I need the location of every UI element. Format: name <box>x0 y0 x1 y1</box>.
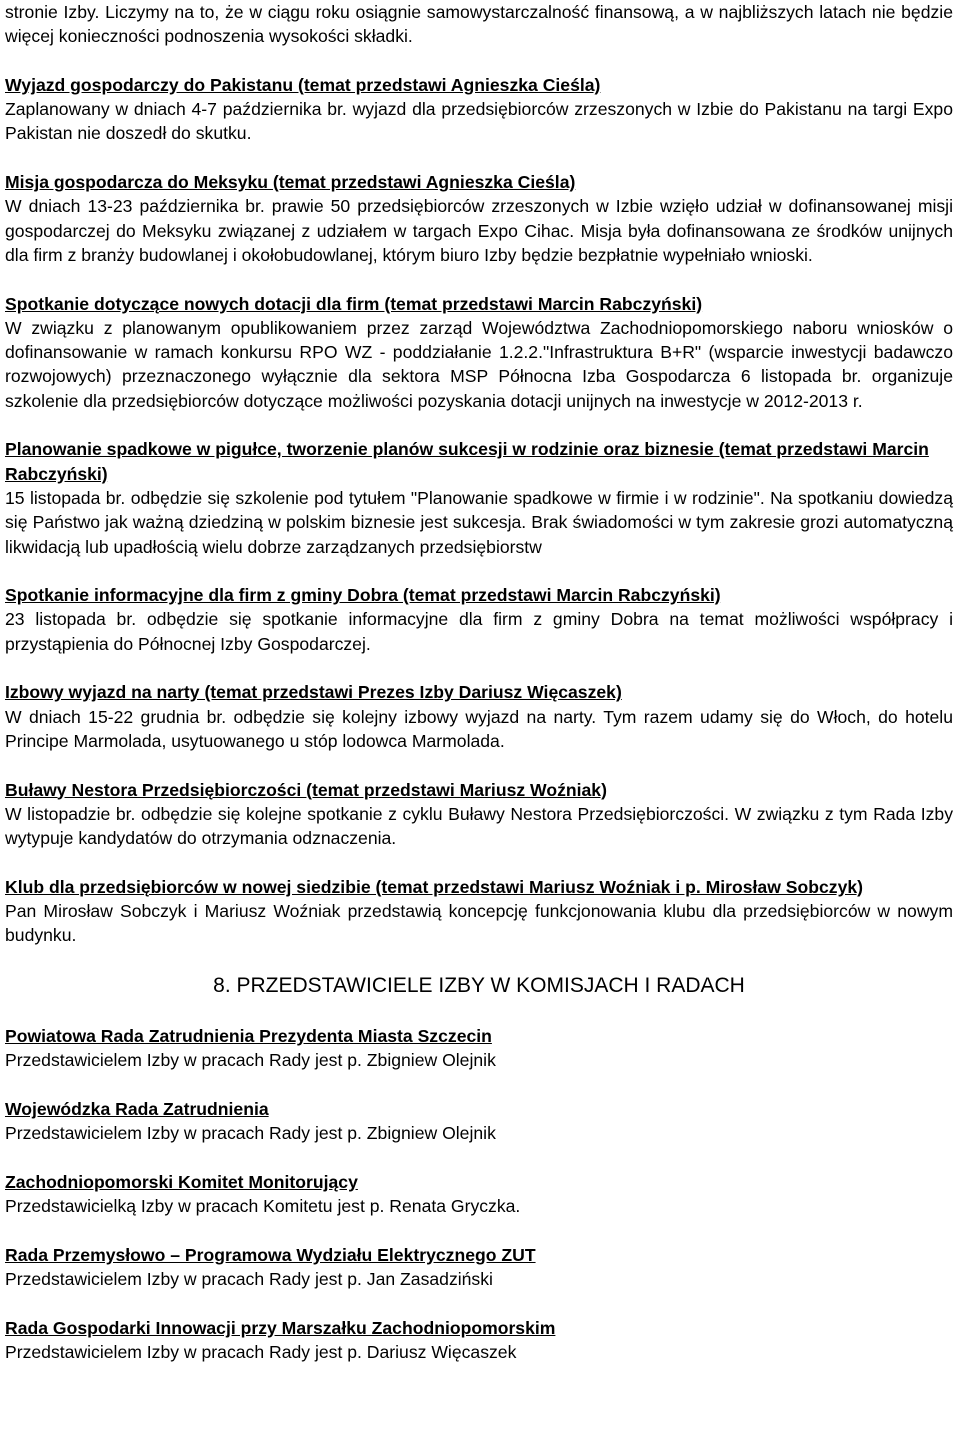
entry-nestor-award <box>5 778 953 851</box>
committee-title: Wojewódzka Rada Zatrudnienia <box>5 1099 269 1120</box>
entry-title: Klub dla przedsiębiorców w nowej siedzibie (temat przedstawi Mariusz Woźniak i p. Mirosław Sobczyk) <box>5 876 864 897</box>
committee-title: Zachodniopomorski Komitet Monitorujący <box>5 1171 358 1192</box>
entry-body: 23 listopada br. odbędzie się spotkanie informacyjne dla firm z gminy Dobra na temat możliwości współpracy i przystąpienia do Północnej Izby Gospodarczej. <box>5 609 953 654</box>
entry-title: Misja gospodarcza do Meksyku (temat przedstawi Agnieszka Cieśla) <box>5 172 576 193</box>
intro-paragraph: stronie Izby. Liczymy na to, że w ciągu roku osiągnie samowystarczalność finansową, a w najbliższych latach nie będzie więcej konieczności podnoszenia wysokości składki. <box>5 2 953 47</box>
entry-succession-planning <box>5 437 953 558</box>
entry-title: Planowanie spadkowe w pigułce, tworzenie planów sukcesji w rodzinie oraz biznesie (temat przedstawi Marcin Rabczyński) <box>5 439 929 484</box>
committee-title: Powiatowa Rada Zatrudnienia Prezydenta Miasta Szczecin <box>5 1026 492 1047</box>
entry-body: Pan Mirosław Sobczyk i Mariusz Woźniak przedstawią koncepcję funkcjonowania klubu dla przedsiębiorców w nowym budynku. <box>5 900 953 946</box>
entry-body: W listopadzie br. odbędzie się kolejne spotkanie z cyklu Buławy Nestora Przedsiębiorczości. W związku z tym Rada Izby wytypuje kandydatów do otrzymania odznaczenia. <box>5 803 953 849</box>
entry-body: W dniach 15-22 grudnia br. odbędzie się kolejny izbowy wyjazd na narty. Tym razem udamy się do Włoch, do hotelu Principe Marmolada, usytuowanego u stóp lodowca Marmolada. <box>5 706 953 751</box>
entry-title: Wyjazd gospodarczy do Pakistanu (temat przedstawi Agnieszka Cieśla) <box>5 74 601 95</box>
entry-grants-meeting <box>5 292 953 413</box>
entry-pakistan <box>5 73 953 146</box>
committee-representative: Przedstawicielem Izby w pracach Rady jest p. Jan Zasadziński <box>5 1269 493 1290</box>
entry-body: Zaplanowany w dniach 4-7 października br. wyjazd dla przedsiębiorców zrzeszonych w Izbie do Pakistanu na targi Expo Pakistan nie doszedł do skutku. <box>5 99 953 144</box>
entry-body: 15 listopada br. odbędzie się szkolenie pod tytułem "Planowanie spadkowe w firmie i w rodzinie". Na spotkaniu dowiedzą się Państwo jak ważną dziedziną w polskim biznesie jest sukcesja. Brak świadomości w tym zakresie grozi automatyczną likwidacją lub upadłością wielu dobrze zarządzanych przedsiębiorstw <box>5 487 953 557</box>
committee-representative: Przedstawicielką Izby w pracach Komitetu jest p. Renata Gryczka. <box>5 1196 521 1217</box>
entry-mexico <box>5 170 953 267</box>
committee-representative: Przedstawicielem Izby w pracach Rady jest p. Zbigniew Olejnik <box>5 1050 496 1071</box>
committee-item <box>5 1024 953 1073</box>
entry-body: W związku z planowanym opublikowaniem przez zarząd Województwa Zachodniopomorskiego naboru wniosków o dofinansowanie w ramach konkursu RPO WZ - poddziałanie 1.2.2."Infrastruktura B+R" (wsparcie inwestycji badawczo rozwojowych) przeznaczonego wyłącznie dla sektora MSP Północna Izba Gospodarcza 6 listopada br. organizuje szkolenie dla przedsiębiorców dotyczące możliwości pozyskania dotacji unijnych na inwestycje w 2012-2013 r. <box>5 317 953 411</box>
entry-title: Spotkanie dotyczące nowych dotacji dla firm (temat przedstawi Marcin Rabczyński) <box>5 293 703 314</box>
committee-item <box>5 1243 953 1292</box>
committee-representative: Przedstawicielem Izby w pracach Rady jest p. Zbigniew Olejnik <box>5 1123 496 1144</box>
committee-item <box>5 1316 953 1365</box>
entry-title: Spotkanie informacyjne dla firm z gminy Dobra (temat przedstawi Marcin Rabczyński) <box>5 585 721 606</box>
entry-dobra-meeting <box>5 583 953 656</box>
committee-title: Rada Gospodarki Innowacji przy Marszałku Zachodniopomorskim <box>5 1317 556 1338</box>
entry-business-club <box>5 875 953 948</box>
entry-title: Buławy Nestora Przedsiębiorczości (temat przedstawi Mariusz Woźniak) <box>5 779 607 800</box>
entry-title: Izbowy wyjazd na narty (temat przedstawi Prezes Izby Dariusz Więcaszek) <box>5 682 622 703</box>
committee-item <box>5 1097 953 1146</box>
entry-ski-trip <box>5 680 953 753</box>
committee-representative: Przedstawicielem Izby w pracach Rady jest p. Dariusz Więcaszek <box>5 1342 517 1363</box>
committee-item <box>5 1170 953 1219</box>
section-heading: 8. PRZEDSTAWICIELE IZBY W KOMISJACH I RADACH <box>213 973 745 997</box>
entry-body: W dniach 13-23 października br. prawie 50 przedsiębiorców zrzeszonych w Izbie wzięło udział w dofinansowanej misji gospodarczej do Meksyku związanej z udziałem w targach Expo Cihac. Misja była dofinansowana ze środków unijnych dla firm z branży budowlanej i okołobudowlanej, którym biuro Izby będzie bezpłatnie wypełniało wnioski. <box>5 196 953 265</box>
committee-title: Rada Przemysłowo – Programowa Wydziału Elektrycznego ZUT <box>5 1244 536 1265</box>
